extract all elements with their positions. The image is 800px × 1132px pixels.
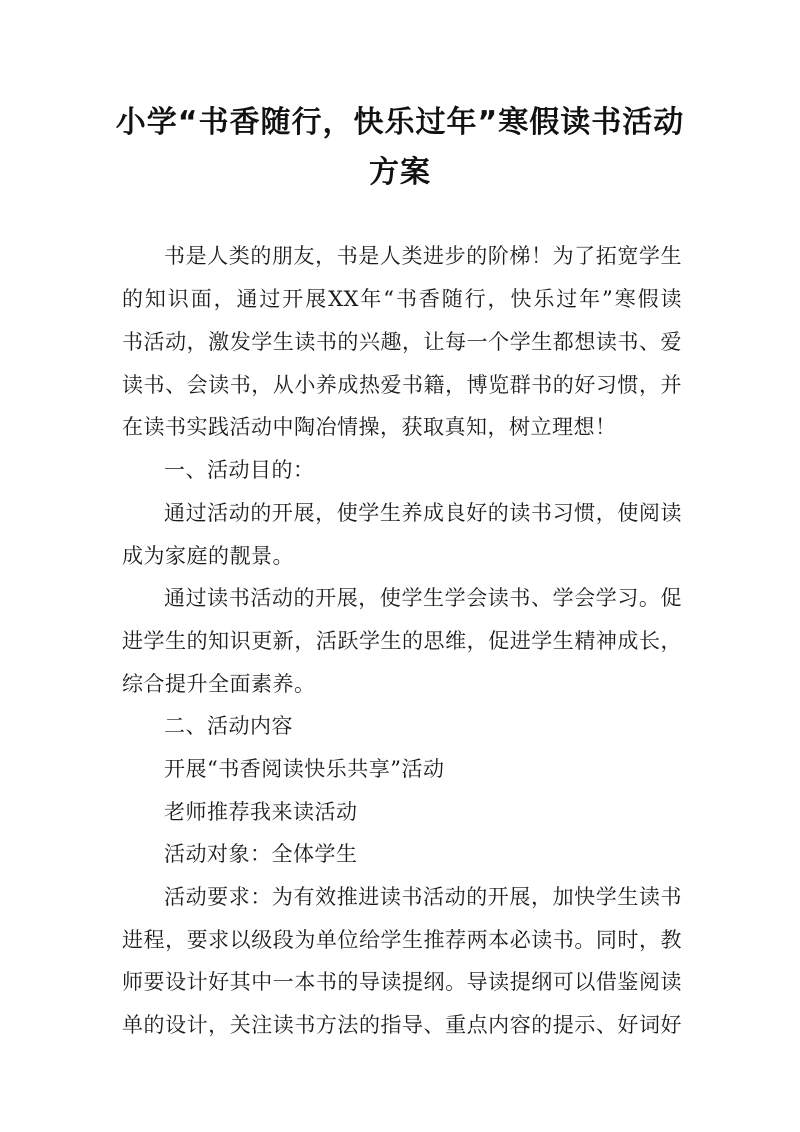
paragraph-line: 通过读书活动的开展，使学生学会读书、学会学习。促 [164,586,682,610]
paragraph-line: 书活动，激发学生读书的兴趣，让每一个学生都想读书、爱 [122,330,682,354]
paragraph-line: 师要设计好其中一本书的导读提纲。导读提纲可以借鉴阅读 [122,970,682,994]
paragraph-line: 在读书实践活动中陶冶情操，获取真知，树立理想！ [122,415,617,439]
paragraph-line: 单的设计，关注读书方法的指导、重点内容的提示、好词好 [122,1013,682,1037]
paragraph-line: 综合提升全面素养。 [122,672,316,696]
section-heading: 一、活动目的： [164,458,315,482]
paragraph-line: 书是人类的朋友，书是人类进步的阶梯！为了拓宽学生 [164,244,682,268]
section-heading: 二、活动内容 [164,714,293,738]
paragraph-line: 成为家庭的靓景。 [122,544,294,568]
paragraph-line: 读书、会读书，从小养成热爱书籍，博览群书的好习惯，并 [122,373,682,397]
paragraph-line: 通过活动的开展，使学生养成良好的读书习惯，使阅读 [164,501,682,525]
title-line-2: 方案 [369,155,431,190]
paragraph-line: 开展“书香阅读快乐共享”活动 [164,757,445,781]
title-line-1: 小学“书香随行，快乐过年”寒假读书活动 [115,105,685,140]
paragraph-line: 活动要求：为有效推进读书活动的开展，加快学生读书 [164,885,682,909]
paragraph-line: 进程，要求以级段为单位给学生推荐两本必读书。同时，教 [122,928,682,952]
paragraph-line: 进学生的知识更新，活跃学生的思维，促进学生精神成长， [122,629,682,653]
document-title [100,98,700,198]
paragraph-line: 的知识面，通过开展XX年“书香随行，快乐过年”寒假读 [122,287,682,311]
paragraph-line: 活动对象：全体学生 [164,842,358,866]
paragraph-line: 老师推荐我来读活动 [164,800,358,824]
